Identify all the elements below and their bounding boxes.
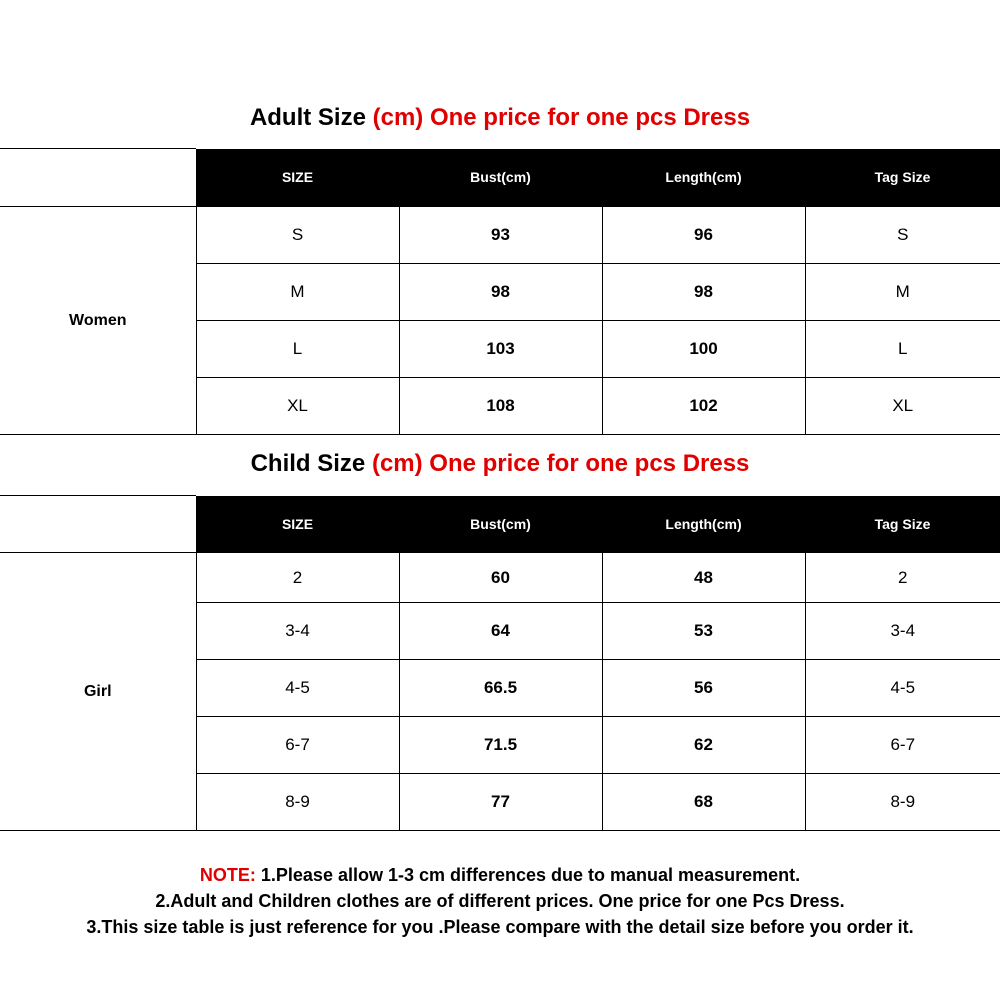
length-cell: 56 [602, 660, 805, 717]
adult-size-table [0, 148, 1000, 435]
bust-cell: 60 [399, 553, 602, 603]
length-cell: 98 [602, 264, 805, 321]
size-cell: 2 [196, 553, 399, 603]
adult-size-title [0, 103, 1000, 133]
size-cell: 4-5 [196, 660, 399, 717]
note-line-1 [0, 862, 1000, 888]
header-blank-cell [0, 149, 196, 207]
header-bust: Bust(cm) [399, 149, 602, 207]
tag-cell: XL [805, 378, 1000, 435]
child-size-table [0, 495, 1000, 831]
note-label: NOTE: [199, 865, 256, 885]
note-line-3: 3.This size table is just reference for you .Please compare with the detail size before you order it. [86, 917, 914, 937]
header-size: SIZE [196, 149, 399, 207]
length-cell: 100 [602, 321, 805, 378]
bust-cell: 98 [399, 264, 602, 321]
header-tag-size: Tag Size [805, 149, 1000, 207]
tag-cell: 4-5 [805, 660, 1000, 717]
tag-cell: S [805, 207, 1000, 264]
header-bust: Bust(cm) [399, 496, 602, 553]
group-label-girl: Girl [0, 553, 196, 831]
bust-cell: 108 [399, 378, 602, 435]
size-cell: M [196, 264, 399, 321]
bust-cell: 77 [399, 774, 602, 831]
size-note [0, 862, 1000, 940]
header-length: Length(cm) [602, 496, 805, 553]
tag-cell: 2 [805, 553, 1000, 603]
length-cell: 68 [602, 774, 805, 831]
tag-cell: 6-7 [805, 717, 1000, 774]
length-cell: 102 [602, 378, 805, 435]
size-cell: XL [196, 378, 399, 435]
header-tag-size: Tag Size [805, 496, 1000, 553]
child-title-main: Child Size [250, 450, 372, 477]
table-row [0, 207, 1000, 264]
child-header-row [0, 496, 1000, 553]
group-label-women: Women [0, 207, 196, 435]
header-size: SIZE [196, 496, 399, 553]
note-line-2: 2.Adult and Children clothes are of different prices. One price for one Pcs Dress. [155, 891, 845, 911]
bust-cell: 71.5 [399, 717, 602, 774]
tag-cell: 3-4 [805, 603, 1000, 660]
child-title-note: (cm) One price for one pcs Dress [371, 450, 750, 477]
bust-cell: 64 [399, 603, 602, 660]
length-cell: 96 [602, 207, 805, 264]
bust-cell: 103 [399, 321, 602, 378]
header-blank-cell [0, 496, 196, 553]
size-cell: 3-4 [196, 603, 399, 660]
size-cell: S [196, 207, 399, 264]
length-cell: 62 [602, 717, 805, 774]
tag-cell: M [805, 264, 1000, 321]
adult-header-row [0, 149, 1000, 207]
adult-title-main: Adult Size [249, 104, 373, 131]
size-cell: 6-7 [196, 717, 399, 774]
length-cell: 48 [602, 553, 805, 603]
tag-cell: 8-9 [805, 774, 1000, 831]
note-line-1-text: 1.Please allow 1-3 cm differences due to manual measurement. [255, 865, 801, 885]
length-cell: 53 [602, 603, 805, 660]
adult-title-note: (cm) One price for one pcs Dress [372, 104, 751, 131]
bust-cell: 93 [399, 207, 602, 264]
bust-cell: 66.5 [399, 660, 602, 717]
size-cell: 8-9 [196, 774, 399, 831]
child-size-title [0, 449, 1000, 479]
tag-cell: L [805, 321, 1000, 378]
table-row [0, 553, 1000, 603]
header-length: Length(cm) [602, 149, 805, 207]
size-cell: L [196, 321, 399, 378]
